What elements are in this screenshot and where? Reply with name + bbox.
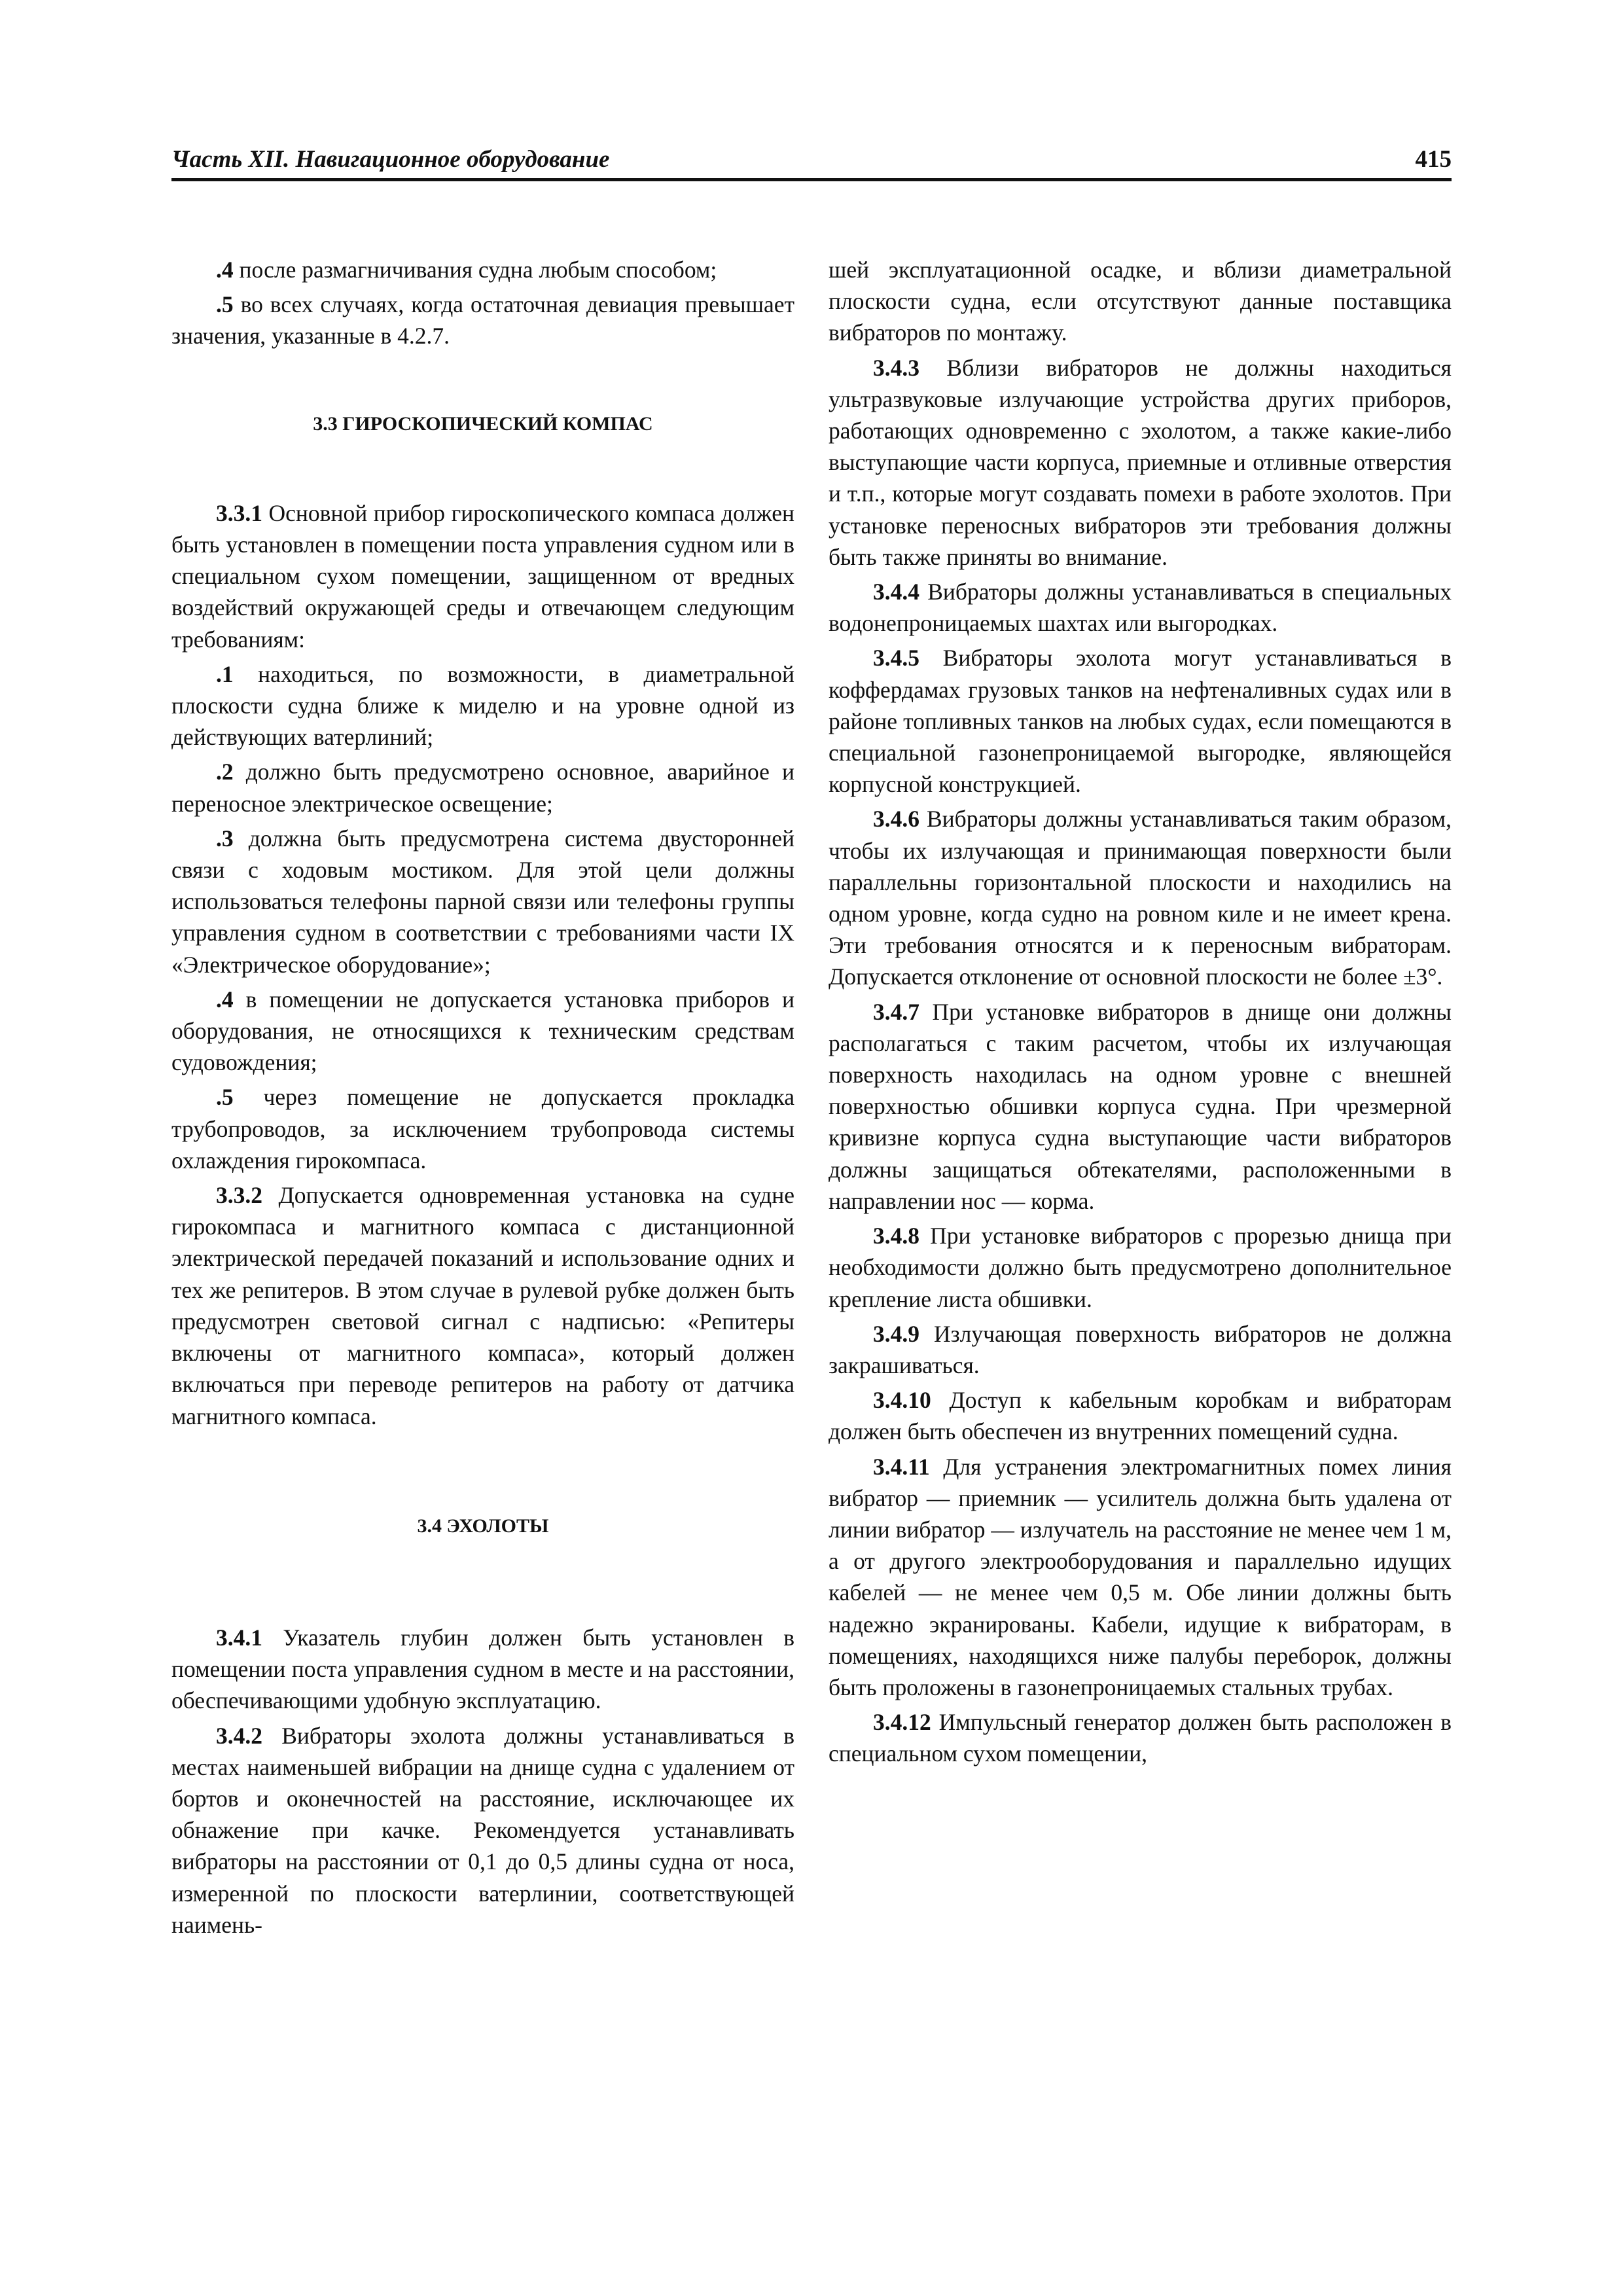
left-column (171, 254, 794, 1944)
item-text: после размагничивания судна любым способом; (233, 257, 717, 283)
clause-text: Доступ к кабельным коробкам и вибраторам должен быть обеспечен из внутренних помещений судна. (829, 1387, 1452, 1445)
paragraph-3-4-11 (829, 1451, 1452, 1704)
clause-text: При установке вибраторов в днище они должны располагаться с таким расчетом, чтобы их излучающая поверхность находилась на одном уровне с внешней поверхностью обшивки корпуса судна. При чрезмерной кривизне корпуса судна выступающие части вибраторов должны защищаться обтекателями, расположенными в направлении нос — корма. (829, 998, 1452, 1214)
item-text: должна быть предусмотрена система двусторонней связи с ходовым мостиком. Для этой цели должны использоваться телефоны парной связи или телефоны группы управления судном в соответствии с требованиями части IX «Электрическое оборудование»; (171, 825, 794, 978)
clause-text: Вибраторы должны устанавливаться в специальных водонепроницаемых шахтах или выгородках. (829, 579, 1452, 637)
clause-text: Вибраторы эхолота могут устанавливаться в коффердамах грузовых танков на нефтеналивных судах или в районе топливных танков на любых судах, если помещаются в специальной газонепроницаемой выгородке, являющейся корпусной конструкцией. (829, 645, 1452, 798)
requirement-item-4 (171, 984, 794, 1079)
paragraph-3-4-12 (829, 1706, 1452, 1769)
paragraph-3-4-6 (829, 803, 1452, 992)
clause-text: Основной прибор гироскопического компаса должен быть установлен в помещении поста управления судном или в специальном сухом помещении, защищенном от вредных воздействий окружающей среды и отвечающем следующим требованиям: (171, 499, 794, 653)
paragraph-3-4-5 (829, 642, 1452, 800)
clause-number: 3.4.8 (873, 1223, 919, 1249)
list-item-5 (171, 289, 794, 351)
item-text: должно быть предусмотрено основное, аварийное и переносное электрическое освещение; (171, 759, 794, 817)
clause-text: Излучающая поверхность вибраторов не должна закрашиваться. (829, 1320, 1452, 1378)
paragraph-3-3-2 (171, 1179, 794, 1432)
item-text: через помещение не допускается прокладка трубопроводов, за исключением трубопровода системы охлаждения гирокомпаса. (171, 1084, 794, 1174)
paragraph-3-4-8 (829, 1220, 1452, 1315)
clause-text: Указатель глубин должен быть установлен в помещении поста управления судном в месте и на расстоянии, обеспечивающими удобную эксплуатацию. (171, 1624, 794, 1714)
paragraph-3-3-1 (171, 497, 794, 655)
item-number: .1 (216, 660, 234, 687)
paragraph-3-4-2-continued: шей эксплуатационной осадке, и вблизи диаметральной плоскости судна, если отсутствуют данные поставщика вибраторов по монтажу. (829, 257, 1452, 346)
clause-number: 3.4.10 (873, 1387, 931, 1414)
requirement-item-1 (171, 658, 794, 753)
clause-number: 3.4.4 (873, 579, 919, 605)
item-number: .2 (216, 759, 234, 785)
clause-text: При установке вибраторов с прорезью днища при необходимости должно быть предусмотрено дополнительное крепление листа обшивки. (829, 1223, 1452, 1312)
requirement-item-2 (171, 756, 794, 819)
requirement-item-5 (171, 1081, 794, 1176)
section-heading-3-4: 3.4 ЭХОЛОТЫ (417, 1515, 549, 1537)
clause-number: 3.4.3 (873, 354, 919, 381)
paragraph-3-4-2 (171, 1720, 794, 1941)
clause-text: Допускается одновременная установка на судне гирокомпаса и магнитного компаса с дистанционной электрической передачей показаний и использование одних и тех же репитеров. В этом случае в рулевой рубке должен быть предусмотрен световой сигнал с надписью: «Репитеры включены от магнитного компаса», который должен включаться при переводе репитеров на работу от датчика магнитного компаса. (171, 1182, 794, 1429)
paragraph-3-4-10 (829, 1384, 1452, 1447)
page-header (171, 145, 1452, 179)
clause-number: 3.4.7 (873, 998, 919, 1025)
paragraph-3-4-3 (829, 352, 1452, 573)
paragraph-3-4-7 (829, 996, 1452, 1217)
item-text: находиться, по возможности, в диаметральной плоскости судна ближе к миделю и на уровне одной из действующих ватерлиний; (171, 660, 794, 751)
item-text: во всех случаях, когда остаточная девиация превышает значения, указанные в 4.2.7. (171, 291, 794, 350)
paragraph-3-4-9 (829, 1318, 1452, 1381)
running-header-title: Часть XII. Навигационное оборудование (171, 146, 610, 173)
item-number: .3 (216, 825, 234, 852)
header-rule (171, 178, 1452, 181)
clause-number: 3.3.1 (216, 499, 262, 526)
clause-text: Вблизи вибраторов не должны находиться ультразвуковые излучающие устройства других приборов, работающих одновременно с эхолотом, а также какие-либо выступающие части корпуса, приемные и отливные отверстия и т.п., которые могут создавать помехи в работе эхолотов. При установке переносных вибраторов эти требования должны быть также приняты во внимание. (829, 354, 1452, 570)
clause-number: 3.4.1 (216, 1624, 262, 1651)
clause-text: Вибраторы должны устанавливаться таким образом, чтобы их излучающая и принимающая поверхности были параллельны горизонтальной плоскости и находились на одном уровне, когда судно на ровном киле и не имеет крена. Эти требования относятся и к переносным вибраторам. Допускается отклонение от основной плоскости не более ±3°. (829, 806, 1452, 990)
clause-number: 3.4.5 (873, 645, 919, 672)
page-number: 415 (1415, 146, 1452, 173)
item-text: в помещении не допускается установка приборов и оборудования, не относящихся к техническим средствам судовождения; (171, 986, 794, 1076)
clause-number: 3.4.12 (873, 1709, 931, 1736)
clause-text: Вибраторы эхолота должны устанавливаться в местах наименьшей вибрации на днище судна с удалением от бортов и оконечностей на расстояние, исключающее их обнажение при качке. Рекомендуется устанавливать вибраторы на расстоянии от 0,1 до 0,5 длины судна от носа, измеренной по плоскости ватерлинии, соответствующей наимень- (171, 1722, 794, 1938)
clause-number: 3.4.2 (216, 1722, 262, 1749)
item-number: .5 (216, 291, 234, 318)
clause-number: 3.4.9 (873, 1320, 919, 1347)
item-number: .5 (216, 1084, 234, 1111)
requirement-item-3 (171, 823, 794, 980)
clause-number: 3.4.6 (873, 806, 919, 833)
item-number: .4 (216, 257, 234, 283)
section-heading-3-3: 3.3 ГИРОСКОПИЧЕСКИЙ КОМПАС (313, 412, 653, 435)
item-number: .4 (216, 986, 234, 1013)
right-column (829, 254, 1452, 1773)
clause-number: 3.4.11 (873, 1453, 930, 1480)
clause-text: Импульсный генератор должен быть расположен в специальном сухом помещении, (829, 1709, 1452, 1767)
clause-number: 3.3.2 (216, 1182, 262, 1209)
list-item-4 (171, 254, 794, 285)
clause-text: Для устранения электромагнитных помех линия вибратор — приемник — усилитель должна быть удалена от линии вибратор — излучатель на расстояние не менее чем 1 м, а от другого электрооборудования и параллельно идущих кабелей — не менее чем 0,5 м. Обе линии должны быть надежно экранированы. Кабели, идущие к вибраторам, в помещениях, находящихся ниже палубы переборок, должны быть проложены в газонепроницаемых стальных трубах. (829, 1453, 1452, 1700)
paragraph-3-4-1 (171, 1622, 794, 1717)
paragraph-3-4-4 (829, 576, 1452, 639)
